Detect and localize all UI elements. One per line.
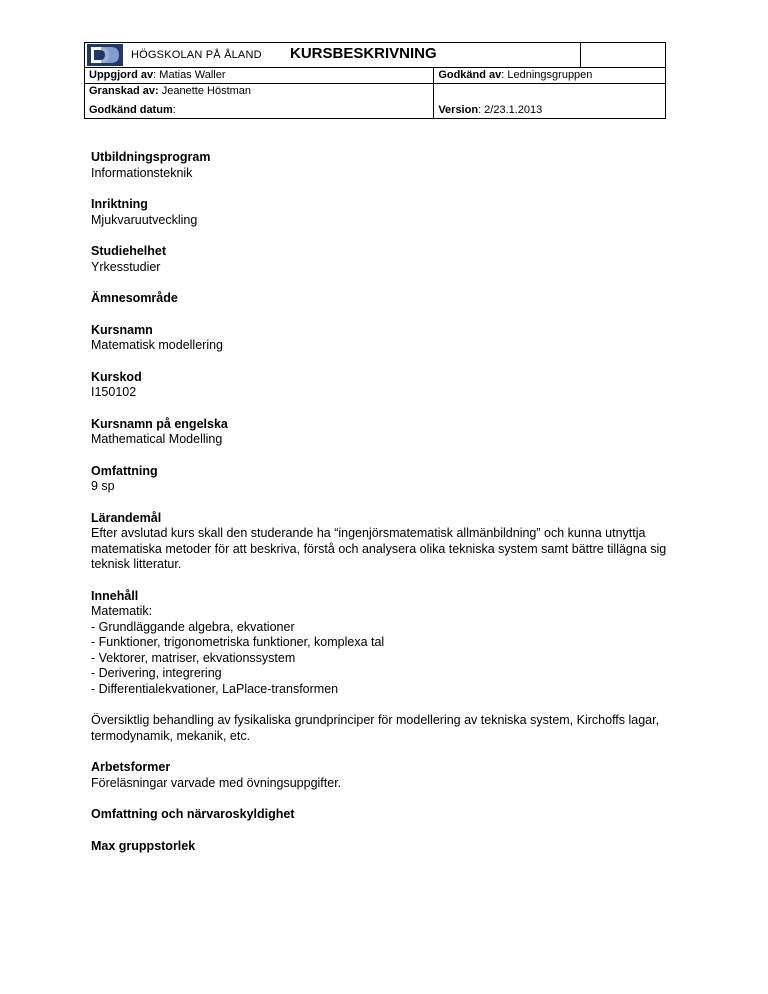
version-cell: Version: 2/23.1.2013: [434, 103, 666, 119]
section-heading: Utbildningsprogram: [91, 150, 211, 164]
section-heading: Max gruppstorlek: [91, 838, 196, 853]
list-item: - Differentialekvationer, LaPlace-transformen: [91, 681, 339, 696]
reviewed-by-cell: Granskad av: Jeanette Höstman: [85, 84, 434, 100]
section-heading: Studiehelhet: [91, 244, 167, 258]
approved-by-cell: Godkänd av: Ledningsgruppen: [434, 68, 666, 84]
section-text: Mathematical Modelling: [91, 432, 223, 446]
approved-date-cell: Godkänd datum:: [85, 103, 434, 119]
section-course-name-en: [91, 417, 671, 448]
reviewed-by-blank-cell: [434, 84, 666, 100]
list-item: - Grundläggande algebra, ekvationer: [91, 619, 295, 634]
section-scope: [91, 464, 671, 495]
section-subject: [91, 291, 671, 307]
section-heading: Kursnamn: [91, 322, 153, 337]
section-text: 9 sp: [91, 479, 115, 493]
list-item: - Derivering, integrering: [91, 666, 222, 680]
section-learning-goals: [91, 511, 671, 573]
section-heading: Kurskod: [91, 369, 142, 384]
section-heading: Ämnesområde: [91, 291, 178, 305]
section-course-code: [91, 370, 671, 401]
list-item: - Vektorer, matriser, ekvationssystem: [91, 650, 296, 665]
section-text: Efter avslutad kurs skall den studerande ha “ingenjörsmatematisk allmänbildning” och kunna utnyttja matematiska metoder för att beskriva, förstå och analysera olika tekniska system samt bättre tillägna sig teknisk litteratur.: [91, 526, 667, 571]
section-text: Mjukvaruutveckling: [91, 212, 198, 227]
document-header-table: [84, 42, 666, 119]
section-study: [91, 244, 671, 275]
section-direction: [91, 197, 671, 228]
section-heading: Omfattning: [91, 463, 158, 478]
section-text: Yrkesstudier: [91, 259, 161, 274]
section-group-size: [91, 839, 671, 855]
section-heading: Arbetsformer: [91, 760, 171, 774]
section-text: Matematisk modellering: [91, 338, 223, 352]
school-logo-icon: [87, 44, 123, 66]
section-heading: Inriktning: [91, 197, 148, 211]
section-heading: Innehåll: [91, 588, 139, 603]
section-heading: Omfattning och närvaroskyldighet: [91, 807, 295, 821]
section-content: [91, 589, 671, 745]
content-intro: Matematik:: [91, 604, 153, 618]
header-empty-cell: [581, 43, 666, 68]
list-item: - Funktioner, trigonometriska funktioner, komplexa tal: [91, 635, 385, 649]
prepared-by-cell: Uppgjord av: Matias Waller: [85, 68, 434, 84]
section-heading: Kursnamn på engelska: [91, 416, 228, 431]
content-extra: Översiktlig behandling av fysikaliska grundprinciper för modellering av tekniska system, Kirchoffs lagar, termodynamik, mekanik, etc.: [91, 713, 660, 743]
header-title-cell: [85, 43, 581, 68]
document-title: KURSBESKRIVNING: [290, 45, 437, 62]
course-description-body: [91, 150, 671, 870]
section-text: I150102: [91, 385, 137, 399]
section-work-methods: [91, 760, 671, 791]
section-text: Föreläsningar varvade med övningsuppgifter.: [91, 775, 342, 790]
section-course-name: [91, 323, 671, 354]
section-heading: Lärandemål: [91, 510, 162, 525]
section-attendance: [91, 807, 671, 823]
school-name: HÖGSKOLAN PÅ ÅLAND: [131, 49, 262, 61]
section-text: Informationsteknik: [91, 165, 193, 180]
section-program: [91, 150, 671, 181]
